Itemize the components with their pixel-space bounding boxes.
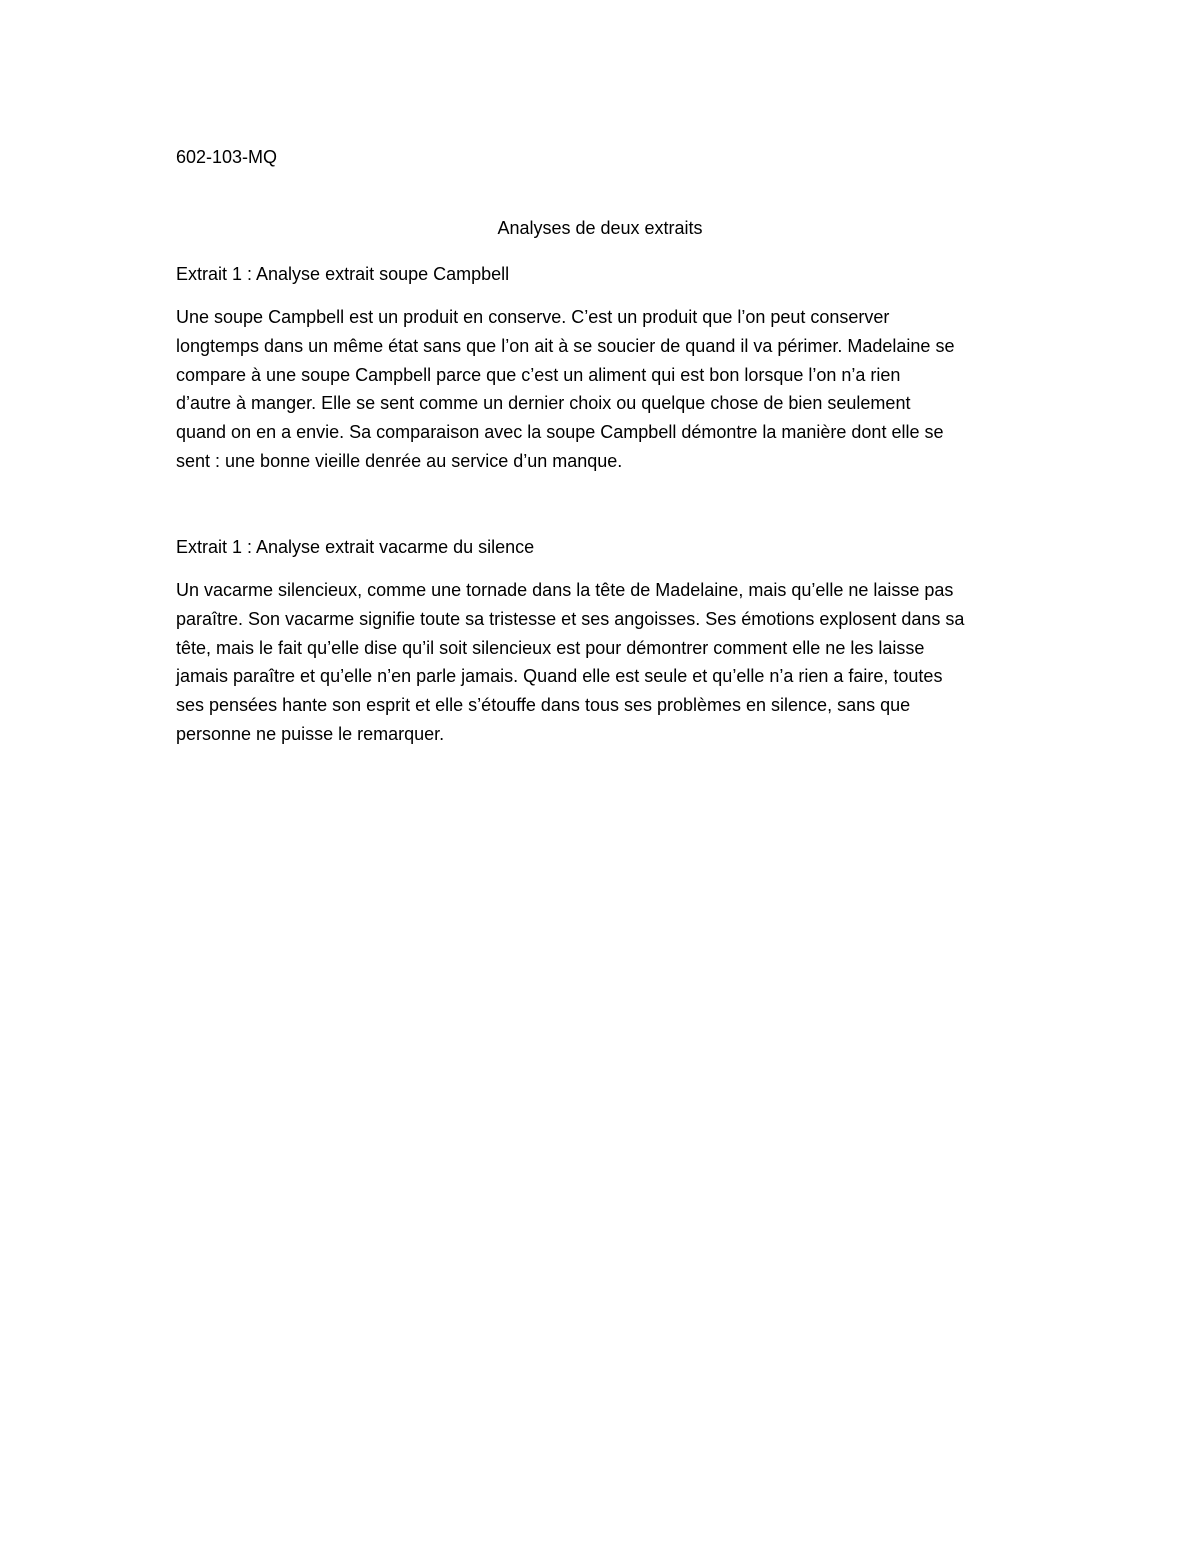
section-2-heading: Extrait 1 : Analyse extrait vacarme du silence xyxy=(176,537,535,557)
paragraph-line: Une soupe Campbell est un produit en conserve. C’est un produit que l’on peut conserver xyxy=(176,307,890,327)
paragraph-line: d’autre à manger. Elle se sent comme un dernier choix ou quelque chose de bien seulement xyxy=(176,393,911,414)
paragraph-line: Un vacarme silencieux, comme une tornade dans la tête de Madelaine, mais qu’elle ne laisse pas xyxy=(176,580,954,600)
section-2-paragraph xyxy=(176,576,1036,749)
paragraph-line: paraître. Son vacarme signifie toute sa tristesse et ses angoisses. Ses émotions explosent dans sa xyxy=(176,608,965,629)
section-1-paragraph xyxy=(176,303,1036,476)
document-title: Analyses de deux extraits xyxy=(497,218,703,238)
paragraph-line: personne ne puisse le remarquer. xyxy=(176,723,445,744)
paragraph-line: tête, mais le fait qu’elle dise qu’il soit silencieux est pour démontrer comment elle ne les laisse xyxy=(176,637,925,658)
course-code: 602-103-MQ xyxy=(176,147,278,167)
paragraph-line: compare à une soupe Campbell parce que c’est un aliment qui est bon lorsque l’on n’a rien xyxy=(176,364,901,385)
paragraph-line: longtemps dans un même état sans que l’on ait à se soucier de quand il va périmer. Madelaine se xyxy=(176,335,955,356)
paragraph-line: ses pensées hante son esprit et elle s’étouffe dans tous ses problèmes en silence, sans que xyxy=(176,695,911,716)
paragraph-line: sent : une bonne vieille denrée au service d’un manque. xyxy=(176,450,623,471)
paragraph-line: quand on en a envie. Sa comparaison avec la soupe Campbell démontre la manière dont elle se xyxy=(176,422,944,443)
section-1-heading: Extrait 1 : Analyse extrait soupe Campbell xyxy=(176,264,510,284)
paragraph-line: jamais paraître et qu’elle n’en parle jamais. Quand elle est seule et qu’elle n’a rien a faire, toutes xyxy=(176,666,943,687)
